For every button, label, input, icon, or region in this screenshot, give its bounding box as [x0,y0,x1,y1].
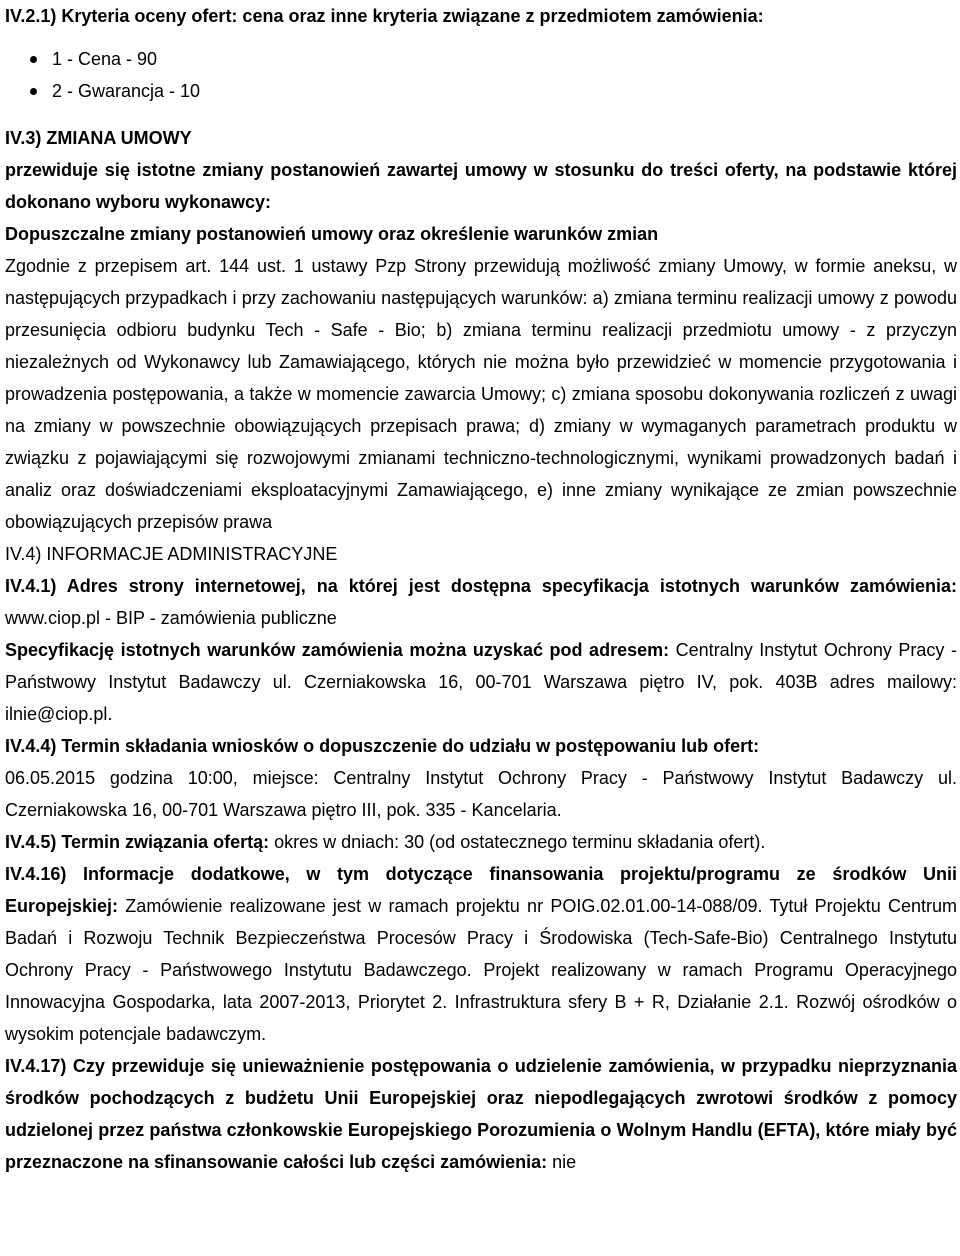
annulment-value: nie [547,1152,577,1172]
criteria-item [5,43,957,75]
criteria-item-text: 1 - Cena - 90 [52,49,158,69]
spec-paragraph [5,634,957,730]
website-value: www.ciop.pl - BIP - zamówienia publiczne [5,608,337,628]
binding-paragraph [5,826,957,858]
binding-value: okres w dniach: 30 (od ostatecznego terminu składania ofert). [269,832,766,852]
contract-change-statement: przewiduje się istotne zmiany postanowień zawartej umowy w stosunku do treści oferty, na podstawie której dokonano wyboru wykonawcy: [5,160,957,212]
bullet-icon [30,88,37,95]
admin-heading: IV.4) INFORMACJE ADMINISTRACYJNE [5,544,338,564]
contract-change-body: Zgodnie z przepisem art. 144 ust. 1 ustawy Pzp Strony przewidują możliwość zmiany Umowy, w formie aneksu, w następujących przypadkach i przy zachowaniu następujących warunków: a) zmiana terminu realizacji umowy z powodu przesunięcia odbioru budynku Tech - Safe - Bio; b) zmiana terminu realizacji przedmiotu umowy - z przyczyn niezależnych od Wykonawcy lub Zamawiającego, których nie można było przewidzieć w momencie przygotowania i prowadzenia postępowania, a także w momencie zawarcia Umowy; c) zmiana sposobu dokonywania rozliczeń z uwagi na zmiany w powszechnie obowiązujących przepisach prawa; d) zmiany w wymaganych parametrach produktu w związku z pojawiającymi się rozwojowymi zmianami techniczno-technologicznymi, wynikami prowadzonych badań i analiz oraz doświadczeniami eksploatacyjnymi Zamawiającego, e) inne zmiany wynikające ze zmian powszechnie obowiązujących przepisów prawa [5,256,957,532]
annulment-paragraph [5,1050,957,1178]
annulment-label: IV.4.17) Czy przewiduje się unieważnienie postępowania o udzielenie zamówienia, w przypadku nieprzyznania środków pochodzących z budżetu Unii Europejskiej oraz niepodlegających zwrotowi środków z pomocy udzielonej przez państwa członkowskie Europejskiego Porozumienia o Wolnym Handlu (EFTA), które miały być przeznaczone na sfinansowanie całości lub części zamówienia: [5,1056,957,1172]
criteria-item-text: 2 - Gwarancja - 10 [52,81,201,101]
criteria-list [5,43,957,107]
contract-change-subheading: Dopuszczalne zmiany postanowień umowy oraz określenie warunków zmian [5,224,659,244]
eu-funding-label: IV.4.16) Informacje dodatkowe, w tym dotyczące finansowania projektu/programu ze środków Unii Europejskiej: [5,864,957,916]
document-page [5,0,957,1178]
deadline-paragraph [5,730,957,826]
contract-change-heading: IV.3) ZMIANA UMOWY [5,128,192,148]
criteria-heading: IV.2.1) Kryteria oceny ofert: cena oraz inne kryteria związane z przedmiotem zamówienia: [5,6,764,26]
spec-value: Centralny Instytut Ochrony Pracy - Państwowy Instytut Badawczy ul. Czerniakowska 16, 00-701 Warszawa piętro IV, pok. 403B adres mailowy: ilnie@ciop.pl. [5,640,957,724]
spec-label: Specyfikację istotnych warunków zamówienia można uzyskać pod adresem: [5,640,670,660]
binding-label: IV.4.5) Termin związania ofertą: [5,832,270,852]
eu-funding-paragraph [5,858,957,1050]
bullet-icon [30,56,37,63]
website-label: IV.4.1) Adres strony internetowej, na której jest dostępna specyfikacja istotnych warunków zamówienia: [5,576,957,596]
website-paragraph [5,570,957,634]
criteria-item [5,75,957,107]
deadline-value: 06.05.2015 godzina 10:00, miejsce: Centralny Instytut Ochrony Pracy - Państwowy Instytut Badawczy ul. Czerniakowska 16, 00-701 Warszawa piętro III, pok. 335 - Kancelaria. [5,768,957,820]
deadline-label: IV.4.4) Termin składania wniosków o dopuszczenie do udziału w postępowaniu lub ofert: [5,736,760,756]
eu-funding-value: Zamówienie realizowane jest w ramach projektu nr POIG.02.01.00-14-088/09. Tytuł Projektu Centrum Badań i Rozwoju Technik Bezpieczeństwa Procesów Pracy i Środowiska (Tech-Safe-Bio) Centralnego Instytutu Ochrony Pracy - Państwowego Instytutu Badawczego. Projekt realizowany w ramach Programu Operacyjnego Innowacyjna Gospodarka, lata 2007-2013, Priorytet 2. Infrastruktura sfery B + R, Działanie 2.1. Rozwój ośrodków o wysokim potencjale badawczym. [5,896,957,1044]
